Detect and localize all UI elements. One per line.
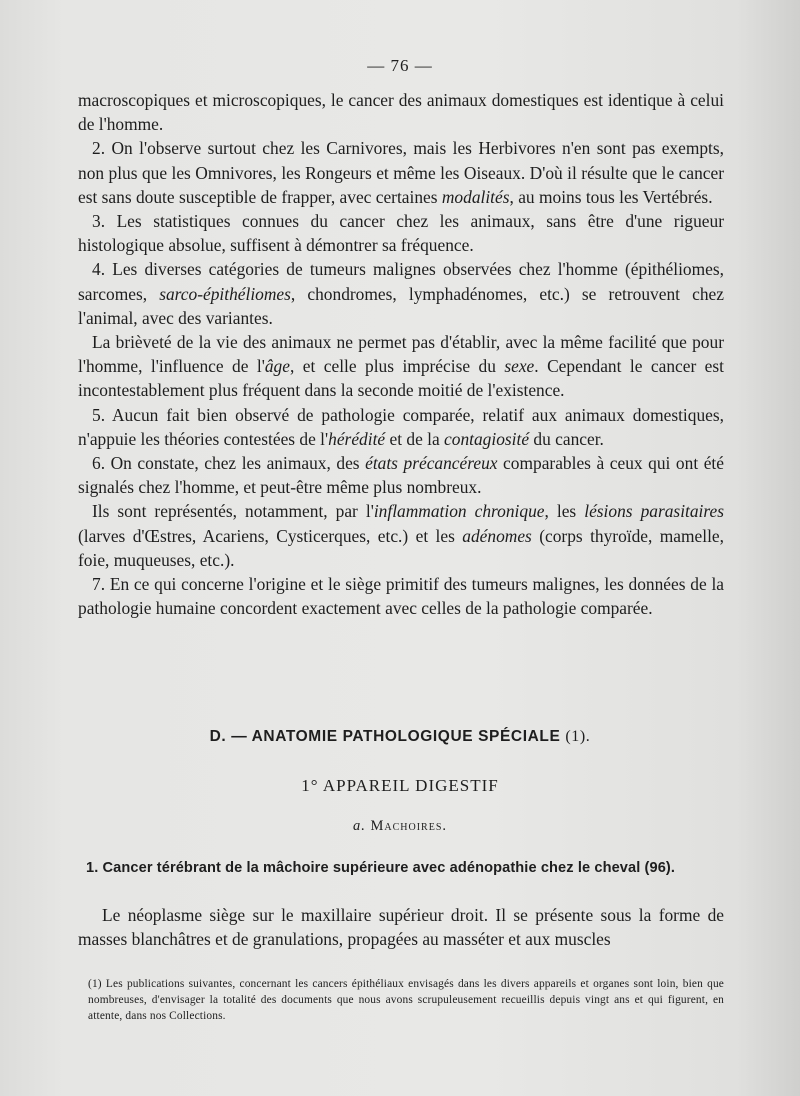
point-4c-text: La brièveté de la vie des animaux ne permet pas d'établir, avec la même facilité que pour l'homme, l'influence de l'	[78, 332, 724, 377]
point-4-continued	[78, 330, 724, 403]
point-6-continued	[78, 499, 724, 572]
point-2-end: , au moins tous les Vertébrés.	[509, 186, 713, 207]
point-4c-italic-age: âge	[264, 356, 290, 377]
point-6	[78, 451, 724, 499]
point-2	[78, 136, 724, 209]
point-5-text: 5. Aucun fait bien observé de pathologie comparée, relatif aux animaux domestiques, n'appuie les théories contestées de l'	[78, 404, 724, 449]
case-paragraph: Le néoplasme siège sur le maxillaire supérieur droit. Il se présente sous la forme de masses blanchâtres et de granulations, propagées au masséter et aux muscles	[78, 905, 724, 950]
point-3: 3. Les statistiques connues du cancer chez les animaux, sans être d'une rigueur histologique absolue, suffisent à démontrer sa fréquence.	[78, 211, 724, 256]
page-number: — 76 —	[367, 56, 433, 75]
section-heading	[0, 728, 800, 746]
section-heading-text: D. — ANATOMIE PATHOLOGIQUE SPÉCIALE	[209, 728, 561, 745]
case-text	[78, 903, 724, 952]
point-4	[78, 257, 724, 330]
footnote	[88, 976, 724, 1025]
point-5	[78, 403, 724, 451]
point-6c-end: (corps thyroïde, mamelle, foie, muqueuses, etc.).	[78, 525, 724, 570]
intro-paragraph: macroscopiques et microscopiques, le cancer des animaux domestiques est identique à celui de l'homme.	[78, 90, 724, 135]
point-6c-italic-lesions: lésions parasitaires	[584, 501, 724, 522]
point-2-text: 2. On l'observe surtout chez les Carnivores, mais les Herbivores n'en sont pas exempts, non plus que les Omnivores, les Rongeurs et même les Oiseaux. D'où il résulte que le cancer est sans doute susceptible de frapper, avec certaines	[78, 138, 724, 207]
footnote-text: (1) Les publications suivantes, concernant les cancers épithéliaux envisagés dans les divers appareils et organes sont loin, bien que nombreuses, d'envisager la totalité des documents que nous avons scrupuleusement recueillis depuis vingt ans et qui figurent, en attente, dans nos Collections.	[88, 978, 724, 1023]
point-4-italic: sarco-épithéliomes	[159, 283, 291, 304]
sub-subsection-heading	[0, 818, 800, 835]
point-4-end: , chondromes, lymphadénomes, etc.) se retrouvent chez l'animal, avec des variantes.	[78, 283, 724, 328]
point-6-italic: états précancéreux	[365, 453, 498, 474]
point-4c-end: . Cependant le cancer est incontestablement plus fréquent dans la seconde moitié de l'existence.	[78, 356, 724, 401]
point-6c-text: Ils sont représentés, notamment, par l'	[92, 501, 374, 522]
point-5-end: du cancer.	[529, 428, 604, 449]
sub-letter: a.	[352, 818, 366, 834]
point-5-italic-heredite: hérédité	[328, 428, 386, 449]
subsection-heading: 1° APPAREIL DIGESTIF	[301, 776, 499, 795]
point-2-italic: modalités	[441, 186, 510, 207]
point-4c-italic-sexe: sexe	[504, 356, 535, 377]
main-text	[78, 88, 724, 620]
point-6c-mid: , les	[544, 501, 585, 522]
point-5-italic-contagiosite: contagiosité	[444, 428, 530, 449]
point-4-text: 4. Les diverses catégories de tumeurs malignes observées chez l'homme (épithéliomes, sarcomes,	[78, 259, 724, 304]
point-6c-italic-inflammation: inflammation chronique	[373, 501, 545, 522]
point-6-text: 6. On constate, chez les animaux, des	[92, 453, 366, 474]
point-5-mid: et de la	[385, 428, 445, 449]
section-footnote-ref: (1).	[565, 728, 591, 745]
point-7: 7. En ce qui concerne l'origine et le siège primitif des tumeurs malignes, les données de la pathologie humaine concordent exactement avec celles de la pathologie comparée.	[78, 574, 724, 619]
point-6-end: comparables à ceux qui ont été signalés chez l'homme, et peut-être même plus nombreux.	[78, 453, 724, 498]
sub-label: Machoires.	[370, 818, 448, 834]
point-6c-italic-adenomes: adénomes	[462, 525, 532, 546]
point-4c-mid: , et celle plus imprécise du	[289, 356, 505, 377]
point-6c-mid2: (larves d'Œstres, Acariens, Cysticerques, etc.) et les	[78, 525, 463, 546]
case-heading: 1. Cancer térébrant de la mâchoire supérieure avec adénopathie chez le cheval (96).	[86, 860, 676, 876]
